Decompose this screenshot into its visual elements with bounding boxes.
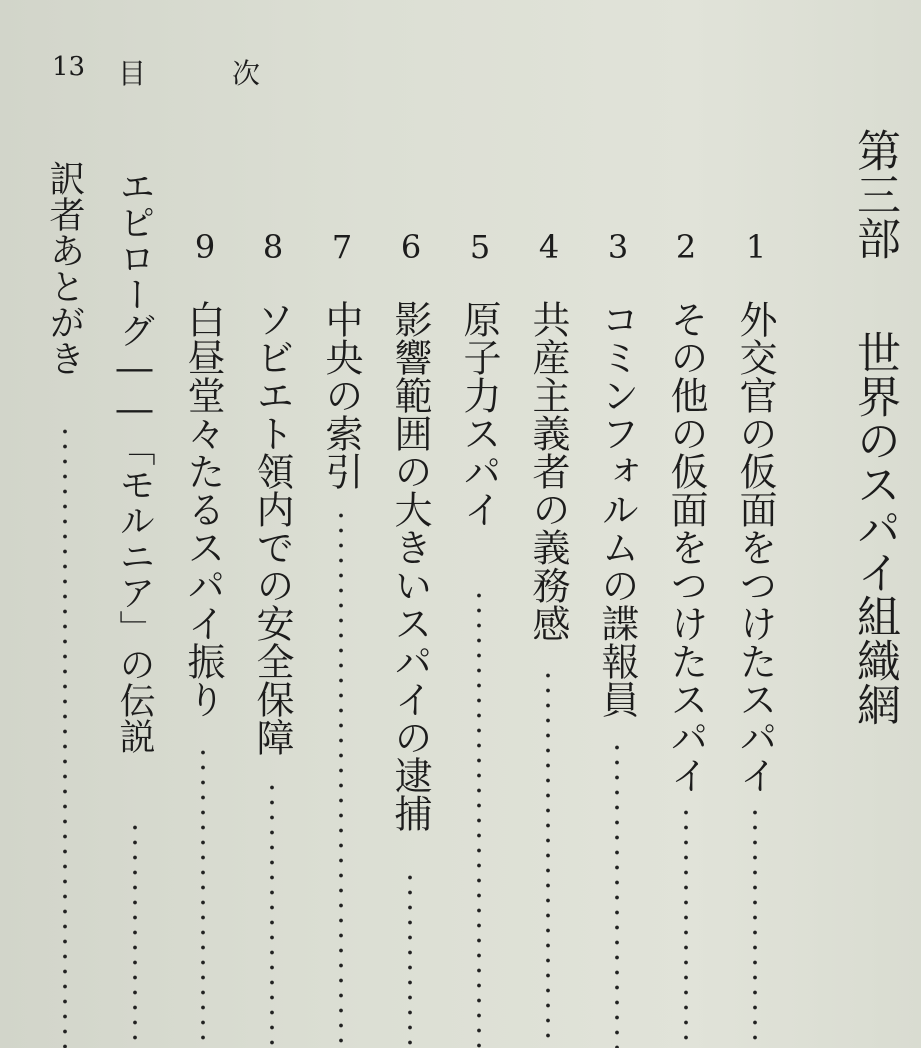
dot-leader [544, 668, 552, 1048]
entry-number: 4 [538, 228, 560, 266]
part-name: 世界のスパイ組織網 [849, 330, 900, 726]
toc-entry-title: 中央の索引 [319, 300, 363, 490]
part-title [849, 128, 900, 726]
entry-number: 6 [400, 228, 422, 266]
entry-number: 9 [194, 228, 216, 266]
contents-heading: 目次 [118, 57, 347, 90]
entry-number: 7 [331, 228, 353, 266]
dot-leader [337, 508, 345, 1048]
part-label: 第三部 [849, 128, 900, 260]
toc-entry-title: 共産主義者の義務感 [526, 300, 570, 642]
entry-number: 3 [607, 228, 629, 266]
dot-leader [751, 805, 759, 1048]
dot-leader [682, 805, 690, 1048]
dot-leader [199, 745, 207, 1048]
entry-number: 2 [675, 228, 697, 266]
toc-entry-title: 外交官の仮面をつけたスパイ [733, 300, 777, 794]
toc-entry-title: ソビエト領内での安全保障 [250, 300, 294, 756]
entry-number: 1 [745, 228, 767, 266]
entry-number: 8 [262, 228, 284, 266]
epilogue-title: エピローグ――「モルニア」の伝説 [114, 168, 155, 754]
dot-leader [406, 870, 414, 1048]
toc-entry-title: コミンフォルムの諜報員 [595, 300, 639, 718]
toc-entry-title: 原子力スパイ [457, 300, 501, 528]
toc-entry-title: 影響範囲の大きいスパイの逮捕 [388, 300, 432, 832]
entry-number: 5 [469, 228, 491, 266]
afterword-title: 訳者あとがき [44, 160, 85, 376]
page-number: 13 [52, 52, 86, 82]
dot-leader [613, 740, 621, 1048]
dot-leader [475, 588, 483, 1048]
dot-leader [268, 780, 276, 1048]
toc-entry-title: その他の仮面をつけたスパイ [664, 300, 708, 794]
toc-entry-title: 白昼堂々たるスパイ振り [181, 300, 225, 718]
dot-leader [61, 424, 69, 1048]
dot-leader [131, 820, 139, 1048]
